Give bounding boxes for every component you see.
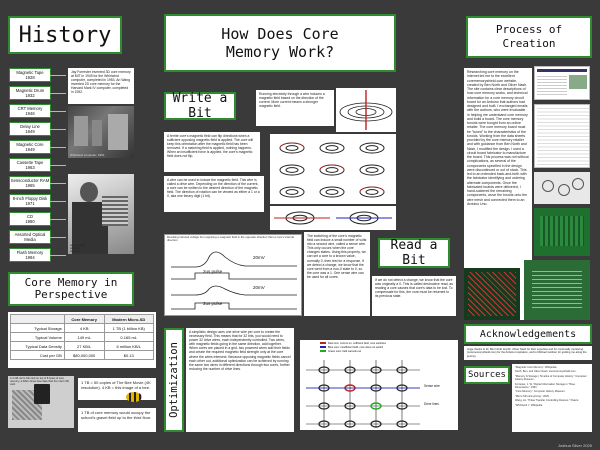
table-header [11, 315, 65, 324]
table-row [11, 324, 154, 333]
perspective-text-1 [78, 378, 156, 400]
forrester-photo [68, 174, 134, 254]
timeline-item: Assorted Optical Media [9, 230, 51, 244]
timeline-item: CRT Memory 1946 [9, 104, 51, 118]
table-cell: Typical Storage [11, 324, 65, 333]
ack-title-text: Acknowledgements [479, 328, 577, 340]
source-item: "Whirlwind I." Wikipedia. [515, 403, 543, 407]
table-row [11, 351, 154, 360]
graph-caption: Resulting induced voltage from applying a magnetic field in the opposite direction than a core's internal direction [167, 235, 294, 243]
author-footer: Joshua Silver 2025 [557, 443, 592, 448]
timeline-connector [50, 237, 66, 238]
sources-list [512, 364, 592, 432]
write-wire-diagram [270, 206, 396, 230]
graph-label-p1: 2us pulse [203, 269, 223, 274]
email-screenshot [534, 104, 590, 168]
sources-title-text: Sources [468, 370, 506, 380]
read-title-text: Read a Bit [390, 238, 438, 268]
table-cell: 27 KB/L [64, 342, 104, 351]
timeline-item: Cassette Tape 1963 [9, 158, 51, 172]
sense-text [304, 232, 370, 316]
table-header: Modern Micro-SD [104, 315, 154, 324]
history-text-body: Jay Forrester invented 3D core memory at MIT in 1949 for the Whirlwind computer, completed in 1953. An Wang invented 2D core memory for the Harvard Mark IV computer, completed in 1952. [71, 70, 131, 95]
intro-text-body: Running electricity through a wire induces a magnetic field based on the direction of the current. More current means a stronger magnetic field. [259, 92, 325, 109]
timeline-connector [50, 183, 66, 184]
legend-text-blue: Blue core: insufficient field, core does not switch [328, 346, 384, 349]
timeline-item: Semiconductor RAM 1965 [10, 178, 50, 188]
timeline-connector [50, 93, 66, 94]
optimization-title [164, 328, 184, 432]
pcb-design-photo [464, 268, 520, 320]
main-title [164, 14, 396, 72]
perspective-title [8, 272, 134, 306]
table-cell: 4 KB [64, 324, 104, 333]
timeline-item: Magnetic Core 1949 [9, 140, 51, 154]
table-cell: 6 million KB/L [104, 342, 154, 351]
source-item: "Core Memory." Computer History Museum. [515, 390, 566, 394]
timeline-item: CD 1980 [9, 212, 51, 226]
sources-container [515, 366, 589, 407]
sources-title [464, 366, 510, 384]
board-photo [534, 208, 590, 256]
timeline-connector [50, 111, 66, 112]
history-title-text: History [18, 22, 112, 48]
ack-title [464, 324, 592, 344]
timeline-connector [50, 165, 66, 166]
wire-field-diagram [336, 88, 396, 132]
optimization-title-text: Optimization [168, 342, 181, 418]
table-cell: Typical Volume [11, 333, 65, 342]
perspective-text-2 [78, 408, 156, 432]
read-text-body: If we do not detect a change, we know that the core was originally a 0. This is called destructive read, as reading a core causes that core's data to be lost. To compensate for this, the core must be returned to its previous state. [375, 278, 453, 299]
sense-text-body: The switching of the core's magnetic field can induce a small number of volts into a second wire, called a sense wire. This only occurs when the core changes states. Using this property, we can set a core to a known value, normally 0, then test for a response. If we detect a change, we know that the core went from a non-0 state to 0, so the core was a 1. One sense wire can be used for all cores. [307, 234, 367, 279]
toroid-photo [534, 172, 590, 204]
timeline-connector [50, 255, 66, 256]
timeline-connector [50, 147, 66, 148]
table-cell: $80,000,000 [64, 351, 104, 360]
table-cell: 149 mL [64, 333, 104, 342]
write-text-body: A wire can be used to induce the magnetic field. This wire is called a drive wire. Depending on the direction of the current, a core can be written to the desired direction of the magnetic field. The direction of rotation can be viewed as either a 1 or a 0, aka one binary digit (1 bit). [167, 178, 260, 199]
optimization-text-body: A simplistic design uses one drive wire per core to create the necessary field. This means that for 32 bits, you would need to power 32 drive wires, each independently controlled. Two wires, with magnetic fields going in the same direction, add together. When cores are placed in a grid, two powered wires add their fields and create the required magnetic field strength only at the core where the wires intersect. Because opposing magnetic fields cancel each other out, additional optimization can be achieved by running the same two wires in different directions through two cores, further reducing the number of drive lines. [189, 330, 291, 371]
drive-lines-label: Drive lines [424, 402, 439, 406]
core-flip-svg [270, 134, 396, 204]
bee-icon [126, 392, 142, 402]
timeline-item: Flash Memory 1994 [9, 248, 51, 262]
write-title-text: Write a Bit [172, 91, 228, 121]
sd-caption: A 4 GB micro SD card on top of 8 bytes of core memory, a billion times less data than the micro SD card. [10, 377, 69, 386]
source-item: "Micro SD card pricing." 2025. [515, 394, 550, 398]
read-text [372, 276, 456, 316]
table-cell: Cost per GB [11, 351, 65, 360]
process-text-body: Researching core memory on the internet led me to the excellent corememoryshield.com website, created by Ben North and Oliver Nash. The site contains clear descriptions of how core memory works, and technical information for a core memory circuit board for an Arduino that authors had designed and built. I exchanged emails with the authors, who were invaluable in helping me understand core memory and build a board. The core memory toroids were bought from an online retailer. The core memory board must be "tuned" to the characteristics of the toroids. Working from the data sheets provided by the core memory retailer and with guidance from Ben North and Nash, I modified the design. I used a circuit board fabricator to manufacture the board. This process was not without complications, as several of the components specified in the design were discontinued or out of stock. This led to an extended back-and-forth with the fabricator identifying and ordering alternate components. Once the fabricated boards were delivered, I hand-soldered the remaining components, wove the toroids onto the wire mesh and connected them to an Arduino Uno. [467, 70, 529, 206]
intro-text [256, 90, 334, 126]
table-cell: $0.13 [104, 351, 154, 360]
perspective-text-2-body: 1 TB of core memory would occupy the school's gravel field up to the third floor. [81, 410, 152, 420]
legend-text-red: Red core: current on, sufficient field, core switches [328, 342, 386, 345]
wire-field-svg [336, 88, 396, 132]
core-grid-svg [300, 356, 458, 430]
timeline-connector [50, 75, 66, 76]
timeline-item: Delay Line 1949 [9, 122, 51, 136]
table-row [11, 342, 154, 351]
read-title [378, 238, 450, 268]
table-cell: 1 TB (1 billion KB) [104, 324, 154, 333]
timeline-item: 8-inch Floppy Disk 1971 [9, 194, 51, 208]
ack-text [464, 346, 592, 360]
write-wire-svg [270, 206, 396, 230]
ack-text-body: Huge thanks to Dr. Ben North and Dr. Oliver Nash for their expertise and for continually mentoring (corememoryshield.com) for the Arduino inspiration, and to Michael Goldner for guiding me along the journey. [467, 348, 587, 358]
legend-text-green: Green core: field cancels out [328, 350, 362, 353]
graph-label-v2: 20mV [253, 285, 265, 290]
diagram-legend [320, 342, 450, 354]
assembled-board-photo [524, 260, 590, 320]
optimization-text [186, 328, 294, 432]
graph-label-p2: 2us pulse [203, 301, 223, 306]
timeline-connector [50, 129, 66, 130]
source-item: Forrester, J. W. "Digital Information Storage in Three Dimensions." 1951. [515, 382, 576, 390]
core-flip-diagram [270, 134, 396, 204]
table-cell: Typical Data Density [11, 342, 65, 351]
table-header: Core Memory [64, 315, 104, 324]
sense-wire-label: Sense wire [424, 384, 440, 388]
website-screenshot [534, 66, 590, 100]
voltage-graph-svg [165, 243, 303, 315]
history-text [68, 68, 134, 104]
whirlwind-photo [68, 106, 134, 158]
source-item: Wang, An. "Pulse Transfer Controlling Devices." Patent. [515, 399, 579, 403]
history-title [8, 16, 122, 54]
perspective-table [10, 314, 154, 360]
perspective-text-1-body: 1 TB = 50 copies of The Bee Movie (4K resolution). 4 KB = this image of a bee. [81, 380, 151, 390]
field-flip-text [164, 132, 260, 172]
core-grid-diagram [300, 340, 458, 430]
table-cell: 0.165 mL [104, 333, 154, 342]
process-title [466, 16, 592, 58]
graph-label-v1: 20mV [253, 255, 265, 260]
voltage-graph [164, 234, 302, 316]
timeline-connector [50, 201, 66, 202]
main-title-text: How Does Core Memory Work? [221, 25, 339, 61]
perspective-table-card [8, 312, 156, 368]
legend-item-green [320, 350, 450, 354]
timeline-connector [50, 219, 66, 220]
photo2-caption: Jay Forrester with core memory [70, 244, 86, 253]
timeline-item: Magnetic Tape 1928 [9, 68, 51, 82]
process-title-text: Process of Creation [495, 23, 563, 50]
timeline-item: Magnetic Drum 1932 [9, 86, 51, 100]
source-item: "Memory & Storage | Timeline of Computer History." Computer History Museum. [515, 374, 587, 382]
source-item: North, Ben, and Oliver Nash. corememoryshield.com. [515, 370, 577, 374]
write-title [164, 92, 236, 120]
table-row [11, 333, 154, 342]
sd-card-photo [8, 376, 74, 428]
field-flip-body: A ferrite core's magnetic field can flip directions when a sufficient opposing magnetic field is applied. The core will keep this orientation after the magnetic field has been removed. If a matching field is applied, nothing happens. When an insufficient force is applied, the core's magnetic field does not flip. [167, 134, 254, 159]
source-item: "Magnetic Core Memory." Wikipedia. [515, 366, 558, 369]
photo1-caption: Whirlwind computer, 1951 [70, 153, 105, 157]
write-text [164, 176, 264, 212]
perspective-title-text: Core Memory in Perspective [24, 276, 118, 301]
